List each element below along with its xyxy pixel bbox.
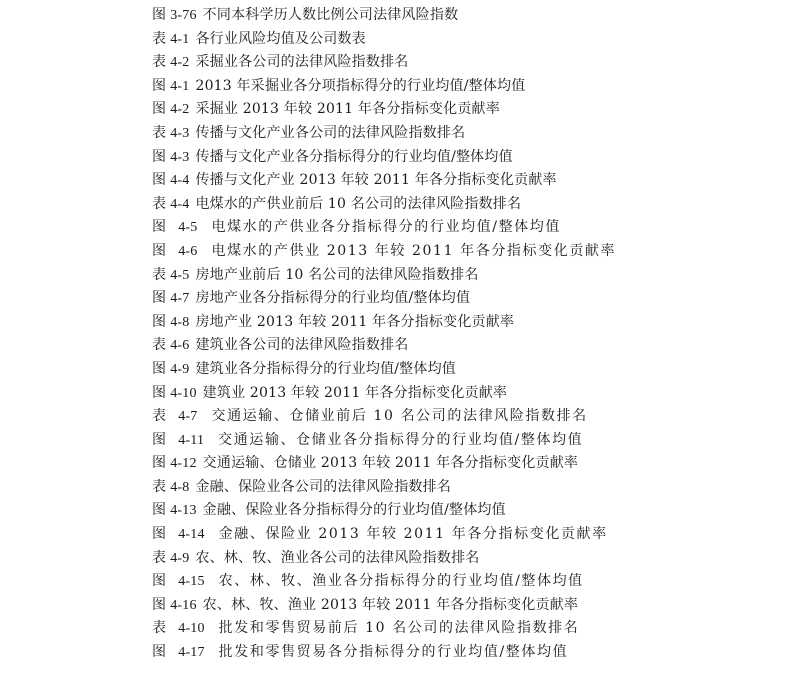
entry-title: 农、林、牧、渔业各分指标得分的行业均值/整体均值 — [218, 573, 584, 590]
list-entry — [152, 334, 772, 358]
entry-kind: 表 — [152, 620, 167, 637]
entry-title: 金融、保险业各分指标得分的行业均值/整体均值 — [202, 502, 506, 519]
entry-number: 4-5 — [170, 267, 190, 283]
list-entry — [152, 287, 772, 311]
entry-title: 各行业风险均值及公司数表 — [195, 30, 366, 47]
entry-number: 4-2 — [170, 102, 190, 118]
entry-kind: 图 — [152, 644, 167, 661]
entry-kind: 图 — [152, 290, 167, 307]
entry-kind: 表 — [152, 30, 167, 47]
entry-kind: 图 — [152, 596, 167, 613]
entry-number: 4-4 — [170, 173, 190, 189]
entry-kind: 图 — [152, 360, 167, 377]
list-entry — [152, 216, 772, 240]
entry-number: 4-14 — [178, 527, 205, 543]
entry-kind: 表 — [152, 266, 167, 283]
entry-number: 4-6 — [178, 243, 198, 259]
entry-title: 传播与文化产业各公司的法律风险指数排名 — [195, 124, 466, 141]
list-entry — [152, 452, 772, 476]
entry-kind: 表 — [152, 195, 167, 212]
entry-number: 4-16 — [170, 597, 197, 613]
entry-number: 4-6 — [170, 338, 190, 354]
list-entry — [152, 146, 772, 170]
entry-number: 3-76 — [170, 8, 197, 23]
entry-number: 4-8 — [170, 314, 190, 330]
entry-kind: 表 — [152, 549, 167, 566]
entry-title: 电煤水的产供业 2013 年较 2011 年各分指标变化贡献率 — [211, 242, 617, 259]
entry-kind: 表 — [152, 124, 167, 141]
list-entry — [152, 499, 772, 523]
list-entry — [152, 405, 772, 429]
entry-number: 4-5 — [178, 220, 198, 236]
entry-title: 房地产业前后 10 名公司的法律风险指数排名 — [195, 266, 479, 283]
list-entry — [152, 4, 772, 28]
list-entry — [152, 523, 772, 547]
entry-kind: 图 — [152, 502, 167, 519]
entry-title: 电煤水的产供业前后 10 名公司的法律风险指数排名 — [195, 195, 522, 212]
entry-kind: 表 — [152, 337, 167, 354]
entry-title: 建筑业各公司的法律风险指数排名 — [195, 337, 409, 354]
entry-kind: 表 — [152, 478, 167, 495]
list-entry — [152, 641, 772, 665]
list-entry — [152, 358, 772, 382]
entry-title: 批发和零售贸易前后 10 名公司的法律风险指数排名 — [218, 620, 580, 637]
entry-title: 传播与文化产业各分指标得分的行业均值/整体均值 — [195, 148, 513, 165]
entry-number: 4-8 — [170, 479, 190, 495]
entry-number: 4-3 — [170, 149, 190, 165]
entry-title: 农、林、牧、渔业各公司的法律风险指数排名 — [195, 549, 480, 566]
entry-kind: 表 — [152, 408, 167, 425]
entry-number: 4-9 — [170, 361, 190, 377]
entry-number: 4-15 — [178, 574, 205, 590]
entry-title: 传播与文化产业 2013 年较 2011 年各分指标变化贡献率 — [195, 172, 557, 189]
entry-number: 4-10 — [178, 621, 205, 637]
entry-number: 4-4 — [170, 196, 190, 212]
entry-title: 建筑业各分指标得分的行业均值/整体均值 — [195, 360, 456, 377]
entry-title: 不同本科学历人数比例公司法律风险指数 — [202, 7, 459, 23]
entry-number: 4-7 — [178, 409, 198, 425]
entry-number: 4-17 — [178, 645, 205, 661]
entry-title: 金融、保险业 2013 年较 2011 年各分指标变化贡献率 — [218, 526, 608, 543]
list-entry — [152, 122, 772, 146]
entry-title: 采掘业各公司的法律风险指数排名 — [195, 54, 409, 71]
list-entry — [152, 98, 772, 122]
figure-table-list — [152, 4, 772, 665]
list-entry — [152, 28, 772, 52]
entry-title: 交通运输、仓储业 2013 年较 2011 年各分指标变化贡献率 — [202, 455, 579, 472]
entry-kind: 图 — [152, 148, 167, 165]
list-entry — [152, 547, 772, 571]
entry-number: 4-7 — [170, 291, 190, 307]
entry-number: 4-10 — [170, 385, 197, 401]
entry-title: 建筑业 2013 年较 2011 年各分指标变化贡献率 — [202, 384, 508, 401]
entry-title: 房地产业 2013 年较 2011 年各分指标变化贡献率 — [195, 313, 515, 330]
entry-title: 农、林、牧、渔业 2013 年较 2011 年各分指标变化贡献率 — [202, 596, 579, 613]
entry-kind: 图 — [152, 77, 167, 94]
entry-number: 4-12 — [170, 456, 197, 472]
list-entry — [152, 429, 772, 453]
entry-title: 交通运输、仓储业各分指标得分的行业均值/整体均值 — [218, 431, 584, 448]
list-entry — [152, 240, 772, 264]
list-entry — [152, 476, 772, 500]
list-entry — [152, 264, 772, 288]
entry-kind: 表 — [152, 54, 167, 71]
entry-kind: 图 — [152, 573, 167, 590]
list-entry — [152, 75, 772, 99]
entry-number: 4-11 — [178, 432, 205, 448]
entry-title: 采掘业 2013 年较 2011 年各分指标变化贡献率 — [195, 101, 500, 118]
list-entry — [152, 193, 772, 217]
list-entry — [152, 311, 772, 335]
entry-kind: 图 — [152, 172, 167, 189]
entry-kind: 图 — [152, 431, 167, 448]
entry-kind: 图 — [152, 526, 167, 543]
list-entry — [152, 570, 772, 594]
entry-title: 交通运输、仓储业前后 10 名公司的法律风险指数排名 — [211, 408, 588, 425]
entry-kind: 图 — [152, 7, 167, 23]
entry-number: 4-1 — [170, 31, 190, 47]
list-entry — [152, 594, 772, 618]
entry-number: 4-3 — [170, 125, 190, 141]
entry-kind: 图 — [152, 219, 167, 236]
list-entry — [152, 169, 772, 193]
entry-number: 4-2 — [170, 55, 190, 71]
list-entry — [152, 51, 772, 75]
entry-kind: 图 — [152, 384, 167, 401]
entry-number: 4-9 — [170, 550, 190, 566]
list-entry — [152, 382, 772, 406]
entry-kind: 图 — [152, 101, 167, 118]
entry-number: 4-1 — [170, 78, 190, 94]
entry-title: 房地产业各分指标得分的行业均值/整体均值 — [195, 290, 471, 307]
entry-title: 2013 年采掘业各分项指标得分的行业均值/整体均值 — [195, 77, 526, 94]
entry-kind: 图 — [152, 313, 167, 330]
entry-number: 4-13 — [170, 503, 197, 519]
entry-title: 金融、保险业各公司的法律风险指数排名 — [195, 478, 452, 495]
entry-kind: 图 — [152, 242, 167, 259]
entry-title: 电煤水的产供业各分指标得分的行业均值/整体均值 — [211, 219, 561, 236]
list-entry — [152, 617, 772, 641]
entry-kind: 图 — [152, 455, 167, 472]
entry-title: 批发和零售贸易各分指标得分的行业均值/整体均值 — [218, 644, 569, 661]
